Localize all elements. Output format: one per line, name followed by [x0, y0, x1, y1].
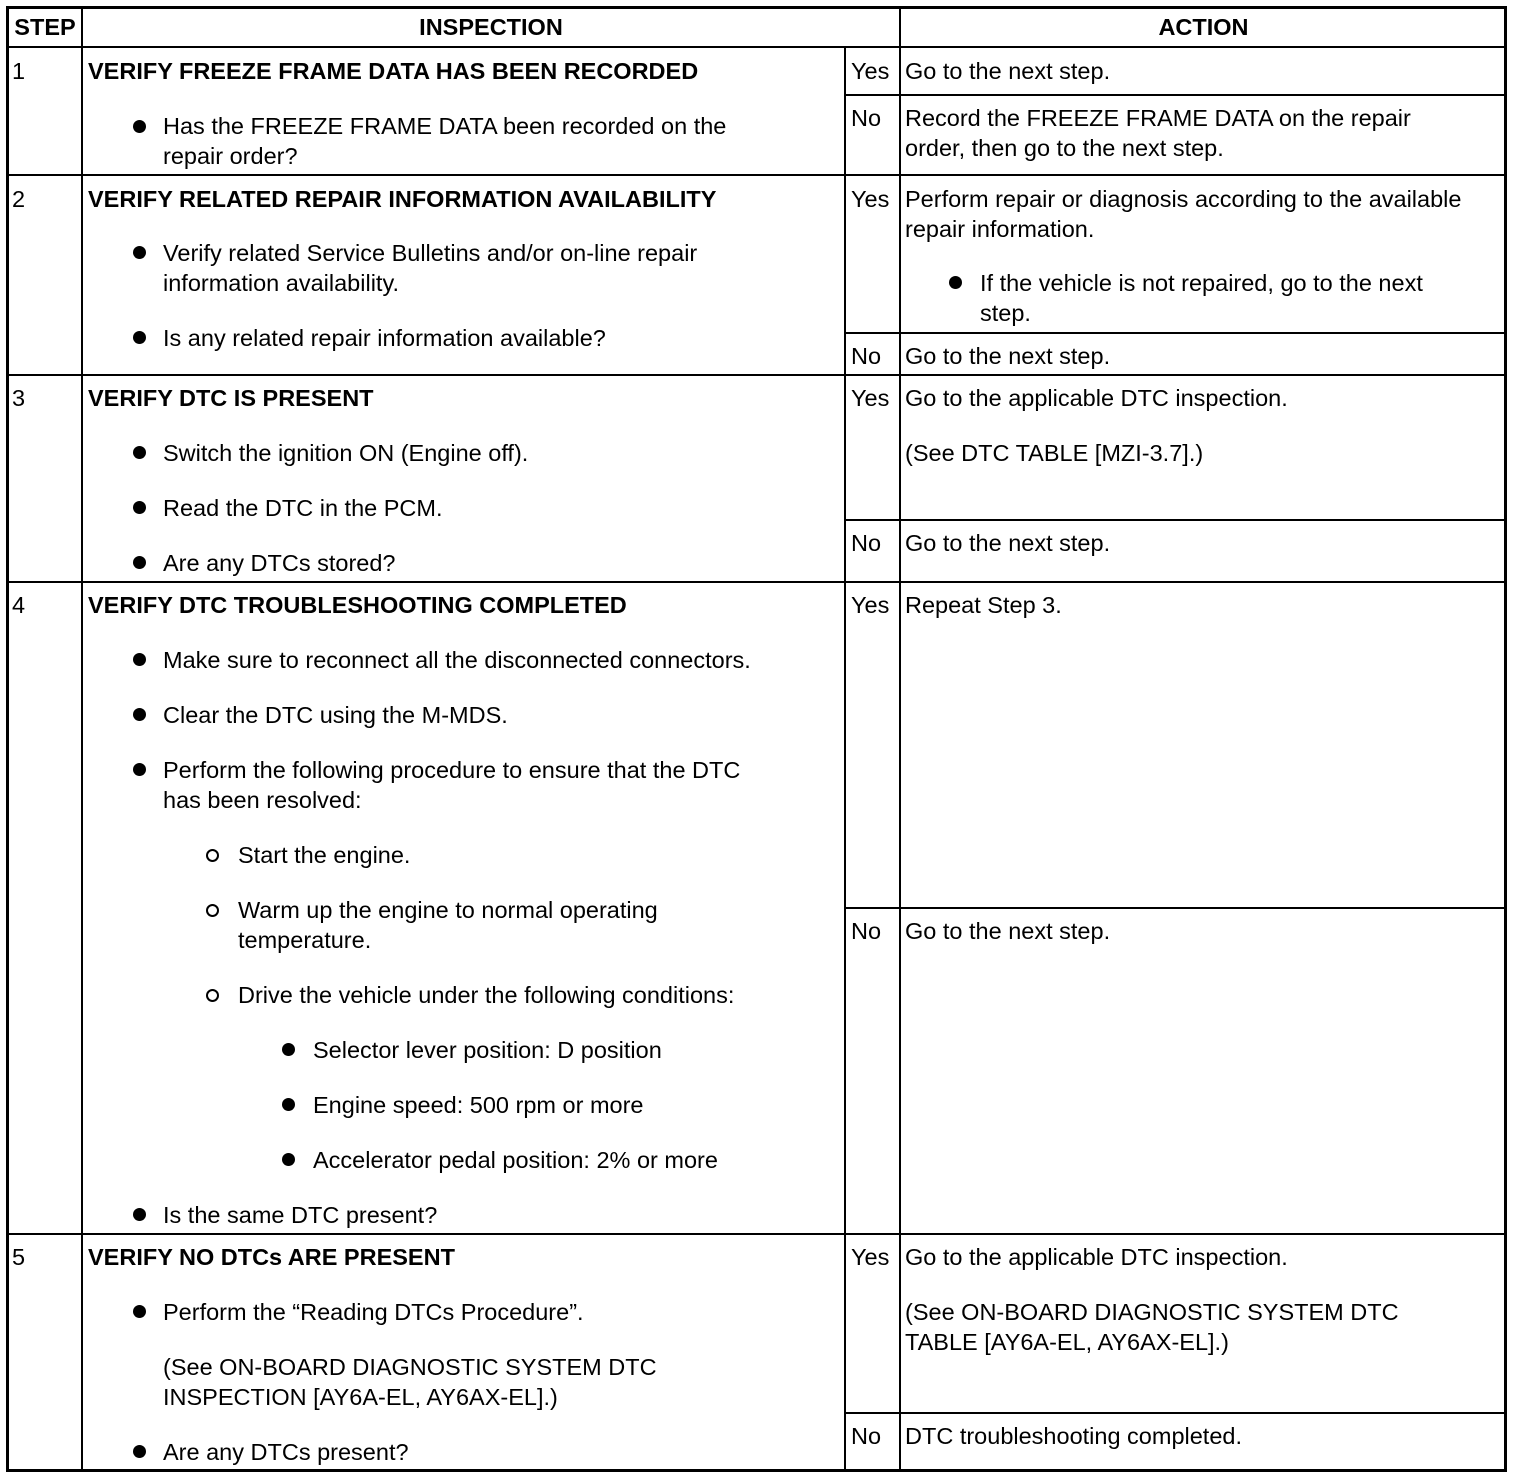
column-divider-step	[81, 8, 83, 1471]
step-2-no-action: Go to the next step.	[905, 343, 1111, 369]
step-4-condition: Selector lever position: D position	[313, 1037, 662, 1063]
step-4-number: 4	[12, 592, 26, 618]
step-4-condition: Accelerator pedal position: 2% or more	[313, 1147, 718, 1173]
step-4-item: Perform the following procedure to ensure that the DTC	[163, 757, 741, 783]
bullet-icon	[133, 446, 146, 459]
bullet-icon	[282, 1043, 295, 1056]
step-4-subitem: Start the engine.	[238, 842, 411, 868]
step-2-number: 2	[12, 186, 26, 212]
step-2-title: VERIFY RELATED REPAIR INFORMATION AVAILABILITY	[88, 186, 717, 212]
step-3-title: VERIFY DTC IS PRESENT	[88, 385, 374, 411]
step-1-no-action: Record the FREEZE FRAME DATA on the repair	[905, 105, 1411, 131]
step-4-item-cont: has been resolved:	[163, 787, 362, 813]
bullet-icon	[133, 331, 146, 344]
step-5-title: VERIFY NO DTCs ARE PRESENT	[88, 1244, 455, 1270]
step-1-no-action-cont: order, then go to the next step.	[905, 135, 1224, 161]
step-5-yes-action: Go to the applicable DTC inspection.	[905, 1244, 1288, 1270]
step-3-no-label: No	[851, 530, 882, 556]
step-1-yes-label: Yes	[851, 58, 890, 84]
step-3-yes-action: Go to the applicable DTC inspection.	[905, 385, 1288, 411]
step-3-item: Switch the ignition ON (Engine off).	[163, 440, 529, 466]
step-3-item: Are any DTCs stored?	[163, 550, 396, 576]
step-2-item-cont: information availability.	[163, 270, 399, 296]
bullet-icon	[133, 120, 146, 133]
step-1-title: VERIFY FREEZE FRAME DATA HAS BEEN RECORDED	[88, 58, 699, 84]
circle-bullet-icon	[206, 849, 219, 862]
step-5-yes-reference-cont: TABLE [AY6A-EL, AY6AX-EL].)	[905, 1329, 1229, 1355]
bullet-icon	[133, 708, 146, 721]
step-5-item: Perform the “Reading DTCs Procedure”.	[163, 1299, 584, 1325]
step-5-yes-label: Yes	[851, 1244, 890, 1270]
step-1-number: 1	[12, 58, 26, 84]
step-1-item: Has the FREEZE FRAME DATA been recorded on the	[163, 113, 727, 139]
step-4-yes-action: Repeat Step 3.	[905, 592, 1062, 618]
bullet-icon	[282, 1153, 295, 1166]
row-divider-4	[8, 1233, 1506, 1235]
bullet-icon	[133, 556, 146, 569]
header-action: ACTION	[1158, 14, 1249, 40]
step-2-item: Verify related Service Bulletins and/or on-line repair	[163, 240, 698, 266]
header-inspection: INSPECTION	[419, 14, 563, 40]
bullet-icon	[949, 276, 962, 289]
step-4-no-label: No	[851, 918, 882, 944]
yesno-divider-5	[845, 1412, 1506, 1414]
step-1-item-cont: repair order?	[163, 143, 298, 169]
bullet-icon	[133, 501, 146, 514]
step-4-question: Is the same DTC present?	[163, 1202, 438, 1228]
step-5-reference: (See ON-BOARD DIAGNOSTIC SYSTEM DTC	[163, 1354, 657, 1380]
step-3-number: 3	[12, 385, 26, 411]
step-4-subitem: Warm up the engine to normal operating	[238, 897, 658, 923]
header-step: STEP	[14, 14, 76, 40]
bullet-icon	[133, 1305, 146, 1318]
step-4-item: Make sure to reconnect all the disconnected connectors.	[163, 647, 751, 673]
step-1-yes-action: Go to the next step.	[905, 58, 1111, 84]
yesno-divider-3	[845, 519, 1506, 521]
step-4-item: Clear the DTC using the M-MDS.	[163, 702, 508, 728]
step-3-item: Read the DTC in the PCM.	[163, 495, 443, 521]
step-4-no-action: Go to the next step.	[905, 918, 1111, 944]
step-3-yes-label: Yes	[851, 385, 890, 411]
circle-bullet-icon	[206, 904, 219, 917]
bullet-icon	[133, 1208, 146, 1221]
step-4-subitem-cont: temperature.	[238, 927, 372, 953]
step-2-item: Is any related repair information available?	[163, 325, 606, 351]
step-2-yes-subitem-cont: step.	[980, 300, 1031, 326]
step-5-no-label: No	[851, 1423, 882, 1449]
bullet-icon	[133, 1445, 146, 1458]
column-divider-action	[899, 8, 901, 1471]
step-5-yes-reference: (See ON-BOARD DIAGNOSTIC SYSTEM DTC	[905, 1299, 1399, 1325]
step-2-yes-action: Perform repair or diagnosis according to the available	[905, 186, 1462, 212]
step-4-title: VERIFY DTC TROUBLESHOOTING COMPLETED	[88, 592, 627, 618]
circle-bullet-icon	[206, 989, 219, 1002]
bullet-icon	[133, 246, 146, 259]
column-divider-yesno	[844, 47, 846, 1471]
bullet-icon	[133, 653, 146, 666]
step-5-number: 5	[12, 1244, 26, 1270]
step-4-yes-label: Yes	[851, 592, 890, 618]
step-4-subitem: Drive the vehicle under the following conditions:	[238, 982, 735, 1008]
step-2-yes-label: Yes	[851, 186, 890, 212]
step-3-no-action: Go to the next step.	[905, 530, 1111, 556]
yesno-divider-1	[845, 94, 1506, 96]
yesno-divider-2	[845, 332, 1506, 334]
step-1-no-label: No	[851, 105, 882, 131]
row-divider-1	[8, 174, 1506, 176]
bullet-icon	[282, 1098, 295, 1111]
row-divider-3	[8, 581, 1506, 583]
step-5-question: Are any DTCs present?	[163, 1439, 409, 1465]
step-2-yes-action-cont: repair information.	[905, 216, 1095, 242]
yesno-divider-4	[845, 907, 1506, 909]
row-divider-2	[8, 374, 1506, 376]
step-3-yes-reference: (See DTC TABLE [MZI-3.7].)	[905, 440, 1204, 466]
step-5-reference-cont: INSPECTION [AY6A-EL, AY6AX-EL].)	[163, 1384, 558, 1410]
bullet-icon	[133, 763, 146, 776]
header-divider	[8, 46, 1506, 48]
step-5-no-action: DTC troubleshooting completed.	[905, 1423, 1243, 1449]
step-4-condition: Engine speed: 500 rpm or more	[313, 1092, 644, 1118]
step-2-no-label: No	[851, 343, 882, 369]
step-2-yes-subitem: If the vehicle is not repaired, go to the next	[980, 270, 1423, 296]
